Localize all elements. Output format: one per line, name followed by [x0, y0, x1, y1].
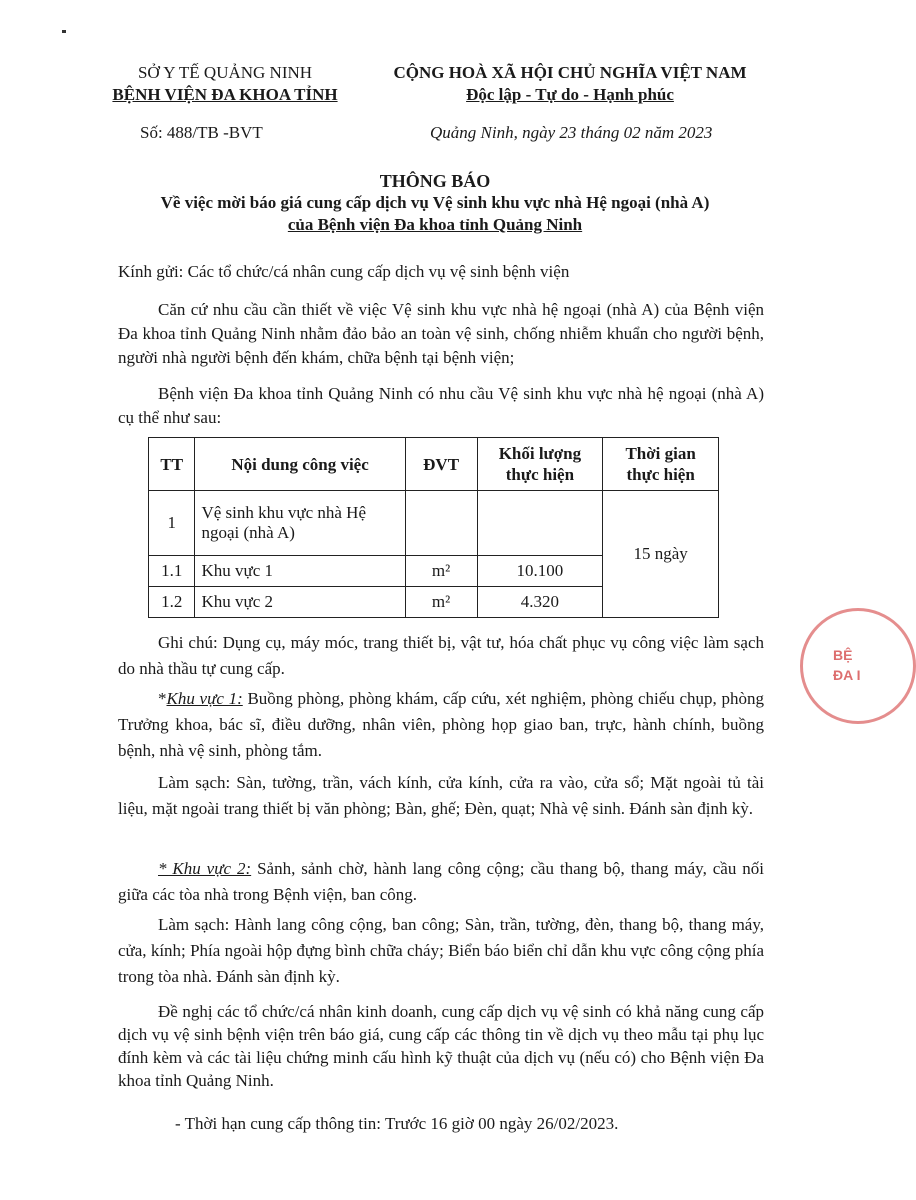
note-paragraph: Ghi chú: Dụng cụ, máy móc, trang thiết bị, vật tư, hóa chất phục vụ công việc làm sạch do nhà thầu tự cung cấp.	[118, 633, 764, 678]
row-quantity: 10.100	[477, 556, 603, 587]
work-table	[148, 437, 719, 618]
header-duration: Thời gian thực hiện	[603, 438, 719, 491]
title-subject-line2: của Bệnh viện Đa khoa tỉnh Quảng Ninh	[287, 215, 583, 234]
request-paragraph: Đề nghị các tổ chức/cá nhân kinh doanh, cung cấp dịch vụ vệ sinh có khả năng cung cấp dịch vụ vệ sinh bệnh viện trên báo giá, cung cấp các thông tin về dịch vụ theo mẫu tại phụ lục đính kèm và các tài liệu chứng minh cấu hình kỹ thuật của dịch vụ (nếu có) cho Bệnh viện Đa khoa tỉnh Quảng Ninh.	[118, 1002, 764, 1090]
area1-label: Khu vực 1:	[166, 689, 243, 708]
scan-speck	[62, 30, 66, 33]
motto: Độc lập - Tự do - Hạnh phúc	[466, 85, 674, 104]
title-subject-line1: Về việc mời báo giá cung cấp dịch vụ Vệ sinh khu vực nhà Hệ ngoại (nhà A)	[160, 193, 710, 212]
duration-cell: 15 ngày	[603, 491, 719, 618]
area2-paragraph	[118, 856, 764, 908]
area1-prefix: *	[158, 689, 167, 708]
header-quantity: Khối lượng thực hiện	[477, 438, 603, 491]
row-content: Khu vực 1	[195, 556, 405, 587]
area1-cleaning: Làm sạch: Sàn, tường, trần, vách kính, cửa kính, cửa ra vào, cửa sổ; Mặt ngoài tủ tài liệu, mặt ngoài trang thiết bị văn phòng; Bàn, ghế; Đèn, quạt; Nhà vệ sinh. Đánh sàn định kỳ.	[118, 773, 764, 818]
issuer-block	[95, 62, 355, 106]
red-seal	[800, 608, 916, 724]
row-tt: 1.2	[149, 587, 195, 618]
document-number: Số: 488/TB -BVT	[140, 123, 263, 142]
document-title	[80, 170, 790, 236]
national-motto-block	[370, 62, 770, 106]
row-content: Vệ sinh khu vực nhà Hệ ngoại (nhà A)	[195, 491, 405, 556]
seal-text-2: ĐA I	[833, 667, 861, 683]
row-unit	[405, 491, 477, 556]
seal-text-1: BỆ	[833, 647, 853, 663]
row-tt: 1	[149, 491, 195, 556]
table-row	[149, 491, 719, 556]
row-quantity	[477, 491, 603, 556]
header-tt: TT	[149, 438, 195, 491]
header-unit: ĐVT	[405, 438, 477, 491]
table-header-row	[149, 438, 719, 491]
area1-paragraph	[118, 686, 764, 764]
header-content: Nội dung công việc	[195, 438, 405, 491]
basis-paragraph: Căn cứ nhu cầu cần thiết về việc Vệ sinh khu vực nhà hệ ngoại (nhà A) của Bệnh viện Đa khoa tỉnh Quảng Ninh nhằm đảo bảo an toàn vệ sinh, chống nhiễm khuẩn cho người bệnh, người nhà người bệnh đến khám, chữa bệnh tại bệnh viện;	[118, 300, 764, 367]
deadline-line: - Thời hạn cung cấp thông tin: Trước 16 giờ 00 ngày 26/02/2023.	[175, 1114, 619, 1133]
area1-text: Buồng phòng, phòng khám, cấp cứu, xét nghiệm, phòng chiếu chụp, phòng Trưởng khoa, bác sĩ, điều dưỡng, nhân viên, phòng họp giao ban, trực, hành chính, buồng bệnh, nhà vệ sinh, phòng tắm.	[118, 689, 764, 760]
country-name: CỘNG HOÀ XÃ HỘI CHỦ NGHĨA VIỆT NAM	[393, 63, 747, 82]
recipient-line: Kính gửi: Các tổ chức/cá nhân cung cấp dịch vụ vệ sinh bệnh viện	[118, 262, 570, 281]
issuer-department: SỞ Y TẾ QUẢNG NINH	[137, 63, 313, 82]
title-main: THÔNG BÁO	[379, 171, 491, 191]
area2-cleaning: Làm sạch: Hành lang công cộng, ban công; Sàn, trần, tường, đèn, thang bộ, thang máy, cửa, kính; Phía ngoài hộp đựng bình chữa cháy; Biển báo biển chỉ dẫn khu vực công cộng phía trong tòa nhà. Đánh sàn định kỳ.	[118, 915, 764, 986]
row-tt: 1.1	[149, 556, 195, 587]
issuer-hospital: BỆNH VIỆN ĐA KHOA TỈNH	[112, 85, 338, 104]
area2-text: Sảnh, sảnh chờ, hành lang công cộng; cầu thang bộ, thang máy, cầu nối giữa các tòa nhà trong Bệnh viện, ban công.	[118, 859, 764, 904]
need-paragraph: Bệnh viện Đa khoa tỉnh Quảng Ninh có nhu cầu Vệ sinh khu vực nhà hệ ngoại (nhà A) cụ thể như sau:	[118, 384, 764, 427]
row-content: Khu vực 2	[195, 587, 405, 618]
row-unit: m²	[405, 556, 477, 587]
row-quantity: 4.320	[477, 587, 603, 618]
row-unit: m²	[405, 587, 477, 618]
document-date: Quảng Ninh, ngày 23 tháng 02 năm 2023	[430, 123, 713, 142]
area2-label: * Khu vực 2:	[158, 859, 252, 878]
